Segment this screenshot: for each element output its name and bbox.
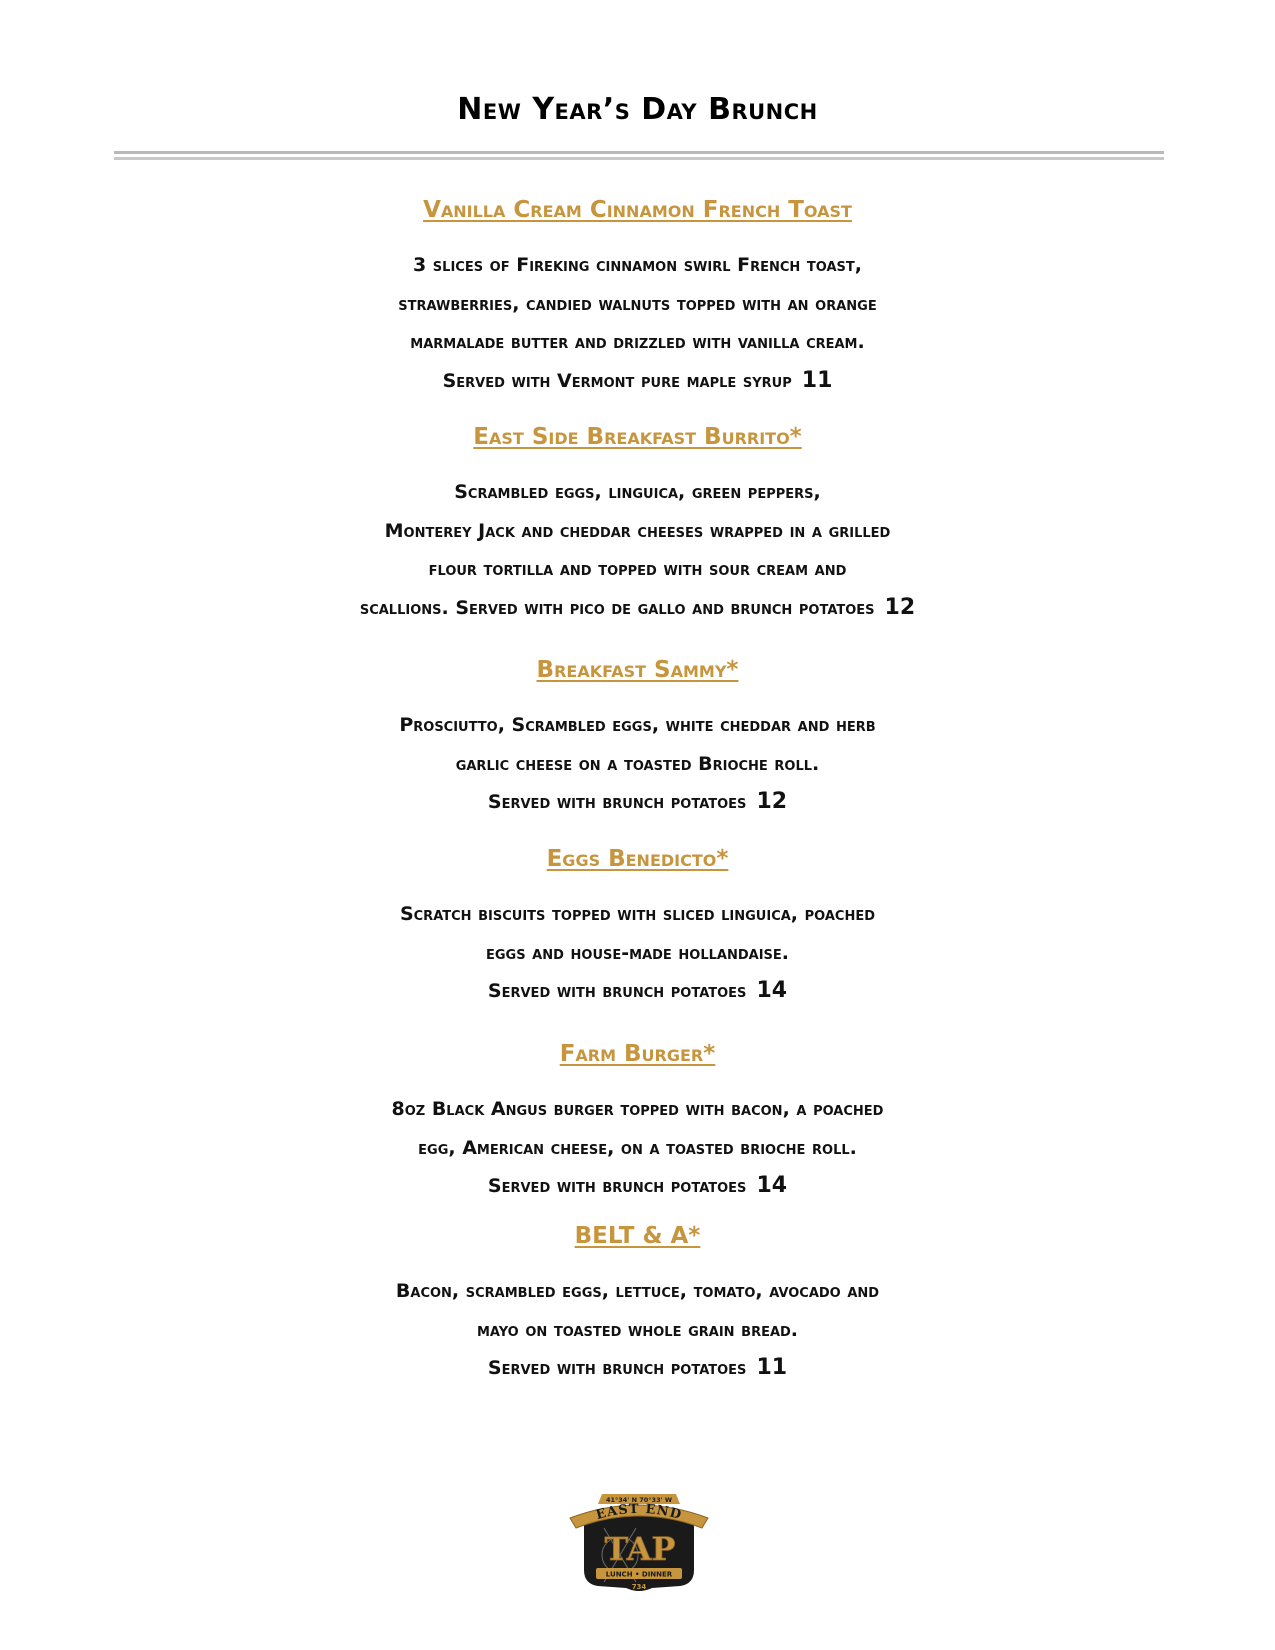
- page-title: New Year’s Day Brunch: [457, 92, 818, 127]
- logo-main-text: TAP: [604, 1530, 676, 1568]
- menu-item-french-toast: [0, 194, 1275, 400]
- title-divider: [114, 151, 1164, 154]
- item-description: [0, 473, 1275, 627]
- item-name: Farm Burger*: [559, 1041, 716, 1067]
- description-line: Served with brunch potatoes: [487, 980, 747, 1002]
- logo-top-text: EAST END: [594, 1501, 684, 1524]
- description-line-with-price: [0, 1167, 1275, 1206]
- description-line: Served with Vermont pure maple syrup: [442, 369, 792, 392]
- menu-item-eggs-benedicto: [0, 843, 1275, 1011]
- item-description: [0, 1272, 1275, 1388]
- item-description: [0, 706, 1275, 822]
- description-line-with-price: [0, 1349, 1275, 1388]
- item-name: Eggs Benedicto*: [546, 846, 729, 872]
- description-line: egg, American cheese, on a toasted brioche roll.: [418, 1136, 857, 1159]
- description-line: Served with brunch potatoes: [487, 1175, 747, 1197]
- description-line: 3 slices of Fireking cinnamon swirl French toast,: [412, 254, 863, 276]
- description-line: Scrambled eggs, linguica, green peppers,: [454, 481, 821, 503]
- description-line-with-price: [0, 783, 1275, 822]
- description-line: Served with brunch potatoes: [487, 1357, 747, 1379]
- description-line: garlic cheese on a toasted Brioche roll.: [455, 752, 820, 775]
- description-line: marmalade butter and drizzled with vanilla cream.: [410, 331, 865, 353]
- item-price: 12: [884, 594, 916, 620]
- east-end-tap-logo: [566, 1488, 712, 1596]
- menu-item-breakfast-sammy: [0, 654, 1275, 822]
- item-name: Breakfast Sammy*: [536, 657, 739, 683]
- item-description: [0, 246, 1275, 400]
- description-line-with-price: [0, 362, 1275, 401]
- description-line: Prosciutto, Scrambled eggs, white cheddar and herb: [399, 714, 876, 736]
- description-line: Monterey Jack and cheddar cheeses wrapped in a grilled: [384, 519, 891, 542]
- logo-banner-text: LUNCH • DINNER: [605, 1570, 673, 1579]
- item-description: [0, 895, 1275, 1011]
- item-price: 14: [756, 978, 788, 1003]
- menu-item-farm-burger: [0, 1038, 1275, 1206]
- description-line: flour tortilla and topped with sour cream and: [428, 558, 847, 580]
- logo-number-text: 734: [631, 1583, 647, 1591]
- menu-item-breakfast-burrito: [0, 421, 1275, 627]
- item-name: East Side Breakfast Burrito*: [473, 424, 802, 450]
- title-divider-lower: [114, 157, 1164, 160]
- item-price: 12: [756, 789, 788, 814]
- description-line: Bacon, scrambled eggs, lettuce, tomato, avocado and: [395, 1280, 880, 1302]
- item-price: 14: [756, 1173, 788, 1198]
- description-line: strawberries, candied walnuts topped with an orange: [398, 292, 877, 315]
- description-line-with-price: [0, 972, 1275, 1011]
- description-line: Scratch biscuits topped with sliced linguica, poached: [399, 903, 876, 925]
- description-line: Served with brunch potatoes: [487, 791, 747, 813]
- item-price: 11: [756, 1355, 788, 1380]
- description-line: scallions. Served with pico de gallo and brunch potatoes: [359, 596, 875, 619]
- description-line: mayo on toasted whole grain bread.: [476, 1318, 799, 1341]
- description-line: eggs and house-made hollandaise.: [485, 941, 790, 964]
- logo-coords-text: 41°34' N 70°33' W: [605, 1496, 673, 1504]
- item-description: [0, 1090, 1275, 1206]
- menu-item-belt-and-a: [0, 1220, 1275, 1388]
- item-name: BELT & A*: [574, 1223, 701, 1249]
- item-price: 11: [801, 367, 833, 393]
- description-line-with-price: [0, 589, 1275, 628]
- item-name: Vanilla Cream Cinnamon French Toast: [423, 197, 852, 223]
- description-line: 8oz Black Angus burger topped with bacon, a poached: [391, 1098, 884, 1120]
